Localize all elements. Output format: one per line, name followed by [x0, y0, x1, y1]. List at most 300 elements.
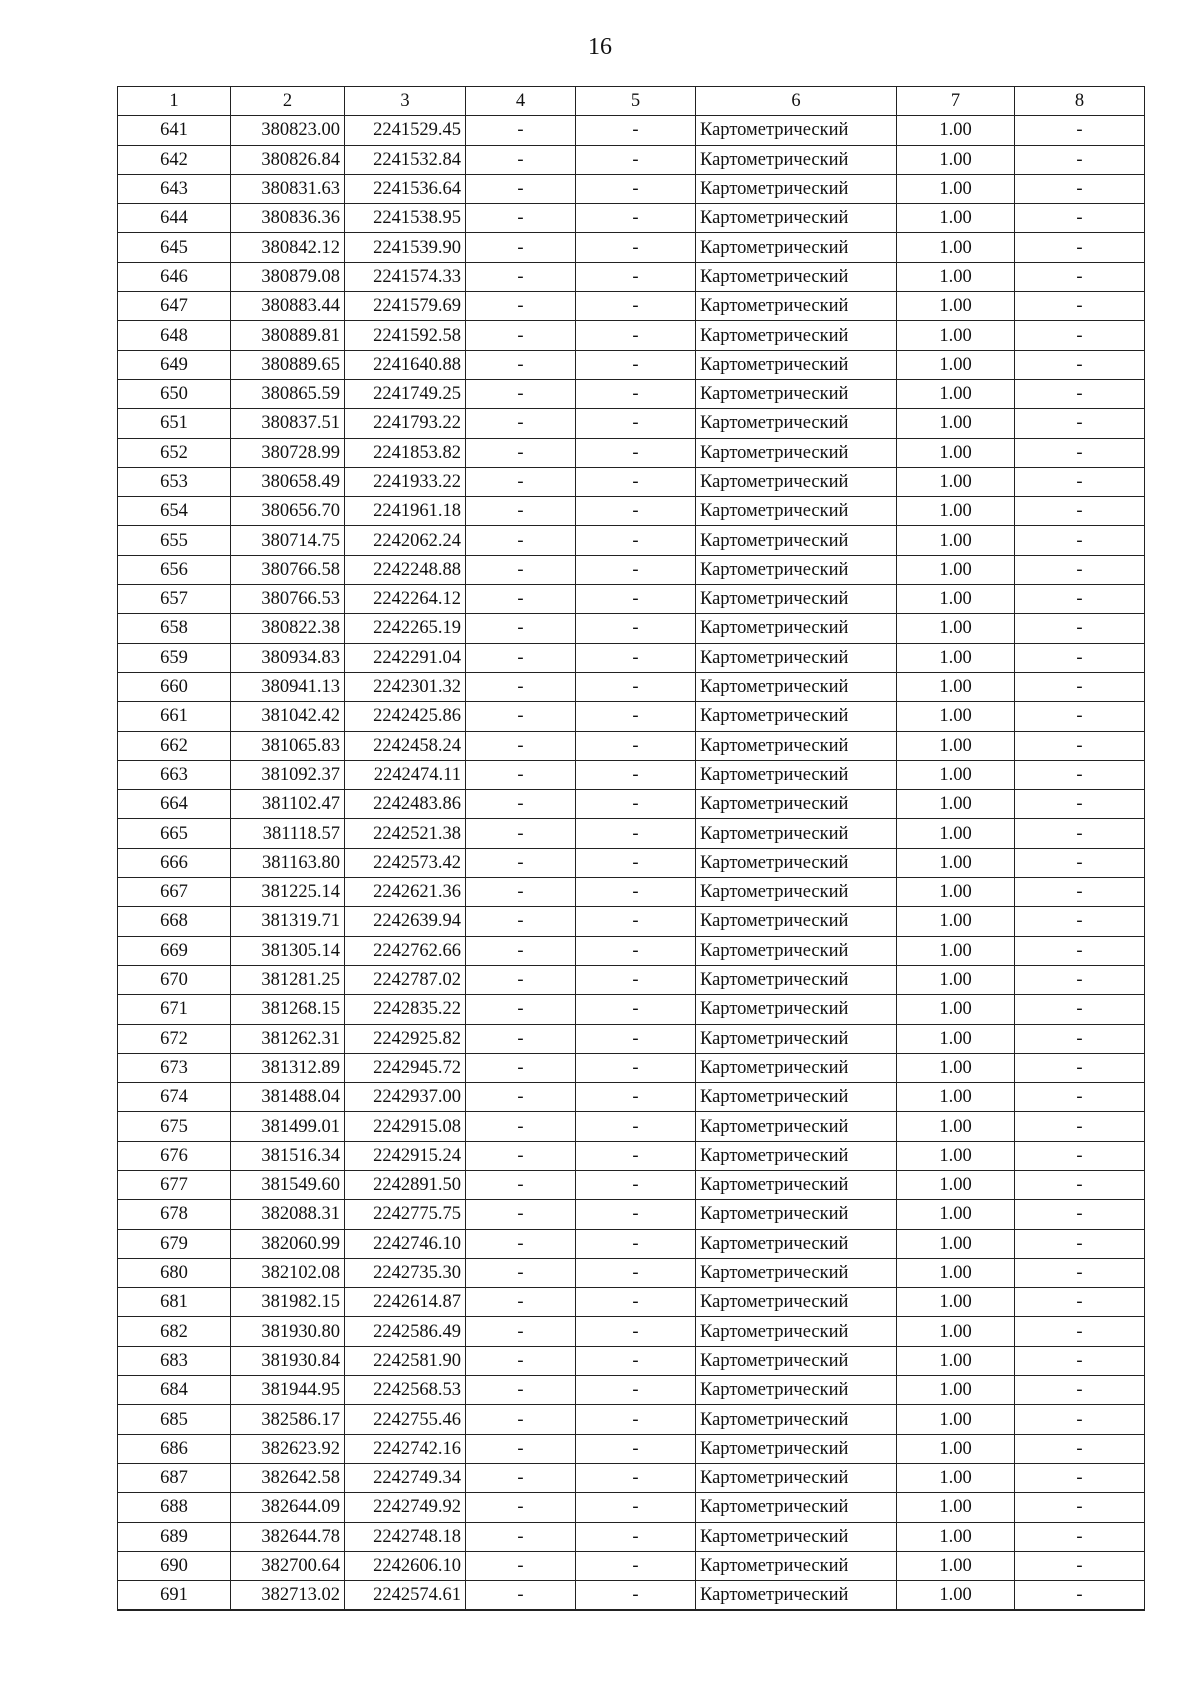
column-8-cell: -	[1015, 145, 1145, 174]
point-number-cell: 679	[118, 1229, 231, 1258]
column-5-cell: -	[576, 467, 696, 496]
x-coordinate-cell: 380822.38	[231, 614, 345, 643]
column-5-cell: -	[576, 379, 696, 408]
column-5-cell: -	[576, 204, 696, 233]
column-5-cell: -	[576, 438, 696, 467]
x-coordinate-cell: 382713.02	[231, 1581, 345, 1611]
table-row	[118, 1200, 1145, 1229]
table-row	[118, 1229, 1145, 1258]
accuracy-cell: 1.00	[897, 1463, 1015, 1492]
x-coordinate-cell: 381118.57	[231, 819, 345, 848]
column-4-cell: -	[466, 204, 576, 233]
method-cell: Картометрический	[696, 1346, 897, 1375]
page-number: 16	[588, 34, 612, 60]
method-cell: Картометрический	[696, 848, 897, 877]
column-4-cell: -	[466, 731, 576, 760]
column-5-cell: -	[576, 350, 696, 379]
accuracy-cell: 1.00	[897, 907, 1015, 936]
column-8-cell: -	[1015, 1229, 1145, 1258]
column-4-cell: -	[466, 702, 576, 731]
method-cell: Картометрический	[696, 995, 897, 1024]
method-cell: Картометрический	[696, 702, 897, 731]
table-row	[118, 1493, 1145, 1522]
x-coordinate-cell: 381262.31	[231, 1024, 345, 1053]
accuracy-cell: 1.00	[897, 409, 1015, 438]
column-8-cell: -	[1015, 731, 1145, 760]
point-number-cell: 680	[118, 1258, 231, 1287]
accuracy-cell: 1.00	[897, 292, 1015, 321]
table-row	[118, 262, 1145, 291]
point-number-cell: 645	[118, 233, 231, 262]
column-4-cell: -	[466, 1170, 576, 1199]
column-8-cell: -	[1015, 907, 1145, 936]
x-coordinate-cell: 380823.00	[231, 116, 345, 145]
column-8-cell: -	[1015, 174, 1145, 203]
y-coordinate-cell: 2242748.18	[345, 1522, 466, 1551]
y-coordinate-cell: 2241933.22	[345, 467, 466, 496]
y-coordinate-cell: 2242264.12	[345, 585, 466, 614]
column-8-cell: -	[1015, 1522, 1145, 1551]
method-cell: Картометрический	[696, 819, 897, 848]
column-8-cell: -	[1015, 614, 1145, 643]
column-5-cell: -	[576, 878, 696, 907]
method-cell: Картометрический	[696, 1317, 897, 1346]
table-row	[118, 1581, 1145, 1611]
accuracy-cell: 1.00	[897, 1288, 1015, 1317]
point-number-cell: 658	[118, 614, 231, 643]
accuracy-cell: 1.00	[897, 585, 1015, 614]
accuracy-cell: 1.00	[897, 760, 1015, 789]
accuracy-cell: 1.00	[897, 878, 1015, 907]
point-number-cell: 689	[118, 1522, 231, 1551]
point-number-cell: 686	[118, 1434, 231, 1463]
y-coordinate-cell: 2242474.11	[345, 760, 466, 789]
column-5-cell: -	[576, 116, 696, 145]
accuracy-cell: 1.00	[897, 1346, 1015, 1375]
y-coordinate-cell: 2241579.69	[345, 292, 466, 321]
x-coordinate-cell: 380728.99	[231, 438, 345, 467]
x-coordinate-cell: 382644.78	[231, 1522, 345, 1551]
table-row	[118, 1024, 1145, 1053]
method-cell: Картометрический	[696, 1493, 897, 1522]
column-8-cell: -	[1015, 116, 1145, 145]
point-number-cell: 673	[118, 1053, 231, 1082]
column-4-cell: -	[466, 555, 576, 584]
column-8-cell: -	[1015, 1493, 1145, 1522]
column-8-cell: -	[1015, 526, 1145, 555]
x-coordinate-cell: 381092.37	[231, 760, 345, 789]
x-coordinate-cell: 382700.64	[231, 1551, 345, 1580]
x-coordinate-cell: 382088.31	[231, 1200, 345, 1229]
y-coordinate-cell: 2242614.87	[345, 1288, 466, 1317]
method-cell: Картометрический	[696, 233, 897, 262]
y-coordinate-cell: 2242581.90	[345, 1346, 466, 1375]
column-8-cell: -	[1015, 409, 1145, 438]
column-8-cell: -	[1015, 819, 1145, 848]
y-coordinate-cell: 2241529.45	[345, 116, 466, 145]
x-coordinate-cell: 382644.09	[231, 1493, 345, 1522]
y-coordinate-cell: 2241793.22	[345, 409, 466, 438]
x-coordinate-cell: 380658.49	[231, 467, 345, 496]
column-header: 6	[696, 87, 897, 116]
x-coordinate-cell: 380836.36	[231, 204, 345, 233]
x-coordinate-cell: 380766.53	[231, 585, 345, 614]
column-5-cell: -	[576, 233, 696, 262]
column-8-cell: -	[1015, 1170, 1145, 1199]
y-coordinate-cell: 2242742.16	[345, 1434, 466, 1463]
method-cell: Картометрический	[696, 1141, 897, 1170]
x-coordinate-cell: 381516.34	[231, 1141, 345, 1170]
x-coordinate-cell: 381549.60	[231, 1170, 345, 1199]
column-8-cell: -	[1015, 204, 1145, 233]
x-coordinate-cell: 381930.80	[231, 1317, 345, 1346]
column-header: 2	[231, 87, 345, 116]
column-4-cell: -	[466, 350, 576, 379]
table-row	[118, 1170, 1145, 1199]
accuracy-cell: 1.00	[897, 1083, 1015, 1112]
column-8-cell: -	[1015, 292, 1145, 321]
column-5-cell: -	[576, 1258, 696, 1287]
point-number-cell: 675	[118, 1112, 231, 1141]
y-coordinate-cell: 2241539.90	[345, 233, 466, 262]
column-5-cell: -	[576, 1463, 696, 1492]
method-cell: Картометрический	[696, 204, 897, 233]
method-cell: Картометрический	[696, 1112, 897, 1141]
point-number-cell: 641	[118, 116, 231, 145]
point-number-cell: 661	[118, 702, 231, 731]
column-4-cell: -	[466, 1141, 576, 1170]
table-row	[118, 204, 1145, 233]
point-number-cell: 682	[118, 1317, 231, 1346]
point-number-cell: 672	[118, 1024, 231, 1053]
table-row	[118, 174, 1145, 203]
x-coordinate-cell: 381065.83	[231, 731, 345, 760]
y-coordinate-cell: 2242945.72	[345, 1053, 466, 1082]
table-row	[118, 438, 1145, 467]
column-8-cell: -	[1015, 1141, 1145, 1170]
x-coordinate-cell: 380714.75	[231, 526, 345, 555]
x-coordinate-cell: 380941.13	[231, 672, 345, 701]
column-8-cell: -	[1015, 438, 1145, 467]
table-row	[118, 1053, 1145, 1082]
column-header: 1	[118, 87, 231, 116]
column-5-cell: -	[576, 936, 696, 965]
column-8-cell: -	[1015, 672, 1145, 701]
accuracy-cell: 1.00	[897, 379, 1015, 408]
column-8-cell: -	[1015, 1376, 1145, 1405]
table-row	[118, 936, 1145, 965]
column-8-cell: -	[1015, 1288, 1145, 1317]
y-coordinate-cell: 2241538.95	[345, 204, 466, 233]
accuracy-cell: 1.00	[897, 965, 1015, 994]
x-coordinate-cell: 381319.71	[231, 907, 345, 936]
accuracy-cell: 1.00	[897, 1317, 1015, 1346]
accuracy-cell: 1.00	[897, 702, 1015, 731]
column-4-cell: -	[466, 1083, 576, 1112]
point-number-cell: 666	[118, 848, 231, 877]
column-4-cell: -	[466, 467, 576, 496]
table-row	[118, 1551, 1145, 1580]
method-cell: Картометрический	[696, 1170, 897, 1199]
accuracy-cell: 1.00	[897, 321, 1015, 350]
column-4-cell: -	[466, 1229, 576, 1258]
y-coordinate-cell: 2241640.88	[345, 350, 466, 379]
accuracy-cell: 1.00	[897, 819, 1015, 848]
method-cell: Картометрический	[696, 174, 897, 203]
method-cell: Картометрический	[696, 760, 897, 789]
column-5-cell: -	[576, 1170, 696, 1199]
point-number-cell: 654	[118, 497, 231, 526]
accuracy-cell: 1.00	[897, 438, 1015, 467]
accuracy-cell: 1.00	[897, 555, 1015, 584]
accuracy-cell: 1.00	[897, 1522, 1015, 1551]
column-4-cell: -	[466, 379, 576, 408]
y-coordinate-cell: 2242574.61	[345, 1581, 466, 1611]
accuracy-cell: 1.00	[897, 672, 1015, 701]
column-5-cell: -	[576, 1376, 696, 1405]
accuracy-cell: 1.00	[897, 233, 1015, 262]
y-coordinate-cell: 2242248.88	[345, 555, 466, 584]
column-4-cell: -	[466, 1317, 576, 1346]
column-4-cell: -	[466, 760, 576, 789]
method-cell: Картометрический	[696, 1376, 897, 1405]
table-row	[118, 497, 1145, 526]
column-8-cell: -	[1015, 1581, 1145, 1611]
y-coordinate-cell: 2242915.24	[345, 1141, 466, 1170]
x-coordinate-cell: 380766.58	[231, 555, 345, 584]
x-coordinate-cell: 381268.15	[231, 995, 345, 1024]
point-number-cell: 647	[118, 292, 231, 321]
accuracy-cell: 1.00	[897, 262, 1015, 291]
accuracy-cell: 1.00	[897, 1024, 1015, 1053]
method-cell: Картометрический	[696, 292, 897, 321]
method-cell: Картометрический	[696, 116, 897, 145]
y-coordinate-cell: 2241749.25	[345, 379, 466, 408]
table-row	[118, 555, 1145, 584]
y-coordinate-cell: 2242755.46	[345, 1405, 466, 1434]
y-coordinate-cell: 2241961.18	[345, 497, 466, 526]
column-8-cell: -	[1015, 1024, 1145, 1053]
accuracy-cell: 1.00	[897, 614, 1015, 643]
method-cell: Картометрический	[696, 790, 897, 819]
table-row	[118, 731, 1145, 760]
y-coordinate-cell: 2242291.04	[345, 643, 466, 672]
column-4-cell: -	[466, 643, 576, 672]
column-5-cell: -	[576, 643, 696, 672]
column-5-cell: -	[576, 790, 696, 819]
column-4-cell: -	[466, 262, 576, 291]
point-number-cell: 642	[118, 145, 231, 174]
x-coordinate-cell: 382642.58	[231, 1463, 345, 1492]
column-5-cell: -	[576, 497, 696, 526]
point-number-cell: 660	[118, 672, 231, 701]
column-5-cell: -	[576, 1112, 696, 1141]
column-8-cell: -	[1015, 1346, 1145, 1375]
column-8-cell: -	[1015, 790, 1145, 819]
x-coordinate-cell: 380889.81	[231, 321, 345, 350]
table-row	[118, 995, 1145, 1024]
column-4-cell: -	[466, 907, 576, 936]
table-row	[118, 848, 1145, 877]
table-row	[118, 1141, 1145, 1170]
point-number-cell: 677	[118, 1170, 231, 1199]
column-header: 3	[345, 87, 466, 116]
accuracy-cell: 1.00	[897, 731, 1015, 760]
column-4-cell: -	[466, 321, 576, 350]
point-number-cell: 691	[118, 1581, 231, 1611]
table-row	[118, 819, 1145, 848]
column-8-cell: -	[1015, 379, 1145, 408]
column-4-cell: -	[466, 790, 576, 819]
column-5-cell: -	[576, 1522, 696, 1551]
point-number-cell: 656	[118, 555, 231, 584]
table-row	[118, 467, 1145, 496]
accuracy-cell: 1.00	[897, 1376, 1015, 1405]
column-4-cell: -	[466, 1493, 576, 1522]
column-5-cell: -	[576, 760, 696, 789]
accuracy-cell: 1.00	[897, 1258, 1015, 1287]
point-number-cell: 662	[118, 731, 231, 760]
column-4-cell: -	[466, 1405, 576, 1434]
column-5-cell: -	[576, 1405, 696, 1434]
accuracy-cell: 1.00	[897, 174, 1015, 203]
accuracy-cell: 1.00	[897, 1405, 1015, 1434]
column-5-cell: -	[576, 1493, 696, 1522]
method-cell: Картометрический	[696, 145, 897, 174]
method-cell: Картометрический	[696, 526, 897, 555]
method-cell: Картометрический	[696, 262, 897, 291]
table-row	[118, 585, 1145, 614]
accuracy-cell: 1.00	[897, 1229, 1015, 1258]
point-number-cell: 671	[118, 995, 231, 1024]
column-5-cell: -	[576, 819, 696, 848]
column-8-cell: -	[1015, 995, 1145, 1024]
column-8-cell: -	[1015, 1083, 1145, 1112]
column-4-cell: -	[466, 1288, 576, 1317]
column-5-cell: -	[576, 1083, 696, 1112]
x-coordinate-cell: 381225.14	[231, 878, 345, 907]
y-coordinate-cell: 2241574.33	[345, 262, 466, 291]
column-4-cell: -	[466, 585, 576, 614]
accuracy-cell: 1.00	[897, 936, 1015, 965]
column-8-cell: -	[1015, 760, 1145, 789]
y-coordinate-cell: 2242925.82	[345, 1024, 466, 1053]
method-cell: Картометрический	[696, 585, 897, 614]
y-coordinate-cell: 2242891.50	[345, 1170, 466, 1199]
column-4-cell: -	[466, 116, 576, 145]
accuracy-cell: 1.00	[897, 116, 1015, 145]
method-cell: Картометрический	[696, 1551, 897, 1580]
point-number-cell: 684	[118, 1376, 231, 1405]
method-cell: Картометрический	[696, 1522, 897, 1551]
column-5-cell: -	[576, 526, 696, 555]
column-header: 8	[1015, 87, 1145, 116]
point-number-cell: 678	[118, 1200, 231, 1229]
x-coordinate-cell: 382586.17	[231, 1405, 345, 1434]
x-coordinate-cell: 380879.08	[231, 262, 345, 291]
method-cell: Картометрический	[696, 1434, 897, 1463]
column-8-cell: -	[1015, 1258, 1145, 1287]
point-number-cell: 648	[118, 321, 231, 350]
table-row	[118, 1376, 1145, 1405]
point-number-cell: 644	[118, 204, 231, 233]
table-row	[118, 672, 1145, 701]
table-row	[118, 790, 1145, 819]
method-cell: Картометрический	[696, 1229, 897, 1258]
table-row	[118, 702, 1145, 731]
table-row	[118, 379, 1145, 408]
header-row	[118, 87, 1145, 116]
method-cell: Картометрический	[696, 643, 897, 672]
table-row	[118, 1258, 1145, 1287]
column-4-cell: -	[466, 1112, 576, 1141]
method-cell: Картометрический	[696, 1200, 897, 1229]
column-4-cell: -	[466, 614, 576, 643]
x-coordinate-cell: 381488.04	[231, 1083, 345, 1112]
point-number-cell: 651	[118, 409, 231, 438]
point-number-cell: 690	[118, 1551, 231, 1580]
column-5-cell: -	[576, 321, 696, 350]
accuracy-cell: 1.00	[897, 1053, 1015, 1082]
column-8-cell: -	[1015, 262, 1145, 291]
table-row	[118, 321, 1145, 350]
method-cell: Картометрический	[696, 907, 897, 936]
y-coordinate-cell: 2242483.86	[345, 790, 466, 819]
column-5-cell: -	[576, 555, 696, 584]
y-coordinate-cell: 2242265.19	[345, 614, 466, 643]
column-4-cell: -	[466, 1463, 576, 1492]
point-number-cell: 676	[118, 1141, 231, 1170]
column-4-cell: -	[466, 1346, 576, 1375]
coordinates-table	[117, 86, 1145, 1611]
point-number-cell: 664	[118, 790, 231, 819]
column-5-cell: -	[576, 672, 696, 701]
method-cell: Картометрический	[696, 497, 897, 526]
x-coordinate-cell: 381281.25	[231, 965, 345, 994]
y-coordinate-cell: 2242301.32	[345, 672, 466, 701]
table-row	[118, 907, 1145, 936]
table-row	[118, 878, 1145, 907]
column-8-cell: -	[1015, 848, 1145, 877]
table-row	[118, 350, 1145, 379]
x-coordinate-cell: 380656.70	[231, 497, 345, 526]
method-cell: Картометрический	[696, 1083, 897, 1112]
column-8-cell: -	[1015, 965, 1145, 994]
method-cell: Картометрический	[696, 321, 897, 350]
method-cell: Картометрический	[696, 409, 897, 438]
table-row	[118, 760, 1145, 789]
y-coordinate-cell: 2242573.42	[345, 848, 466, 877]
table-body	[118, 116, 1145, 1611]
column-5-cell: -	[576, 585, 696, 614]
table-row	[118, 1463, 1145, 1492]
column-4-cell: -	[466, 438, 576, 467]
x-coordinate-cell: 380831.63	[231, 174, 345, 203]
column-8-cell: -	[1015, 702, 1145, 731]
accuracy-cell: 1.00	[897, 1581, 1015, 1611]
x-coordinate-cell: 380826.84	[231, 145, 345, 174]
column-4-cell: -	[466, 672, 576, 701]
x-coordinate-cell: 381930.84	[231, 1346, 345, 1375]
method-cell: Картометрический	[696, 350, 897, 379]
point-number-cell: 668	[118, 907, 231, 936]
y-coordinate-cell: 2242568.53	[345, 1376, 466, 1405]
method-cell: Картометрический	[696, 1463, 897, 1492]
table-row	[118, 233, 1145, 262]
y-coordinate-cell: 2242458.24	[345, 731, 466, 760]
accuracy-cell: 1.00	[897, 1200, 1015, 1229]
x-coordinate-cell: 380883.44	[231, 292, 345, 321]
